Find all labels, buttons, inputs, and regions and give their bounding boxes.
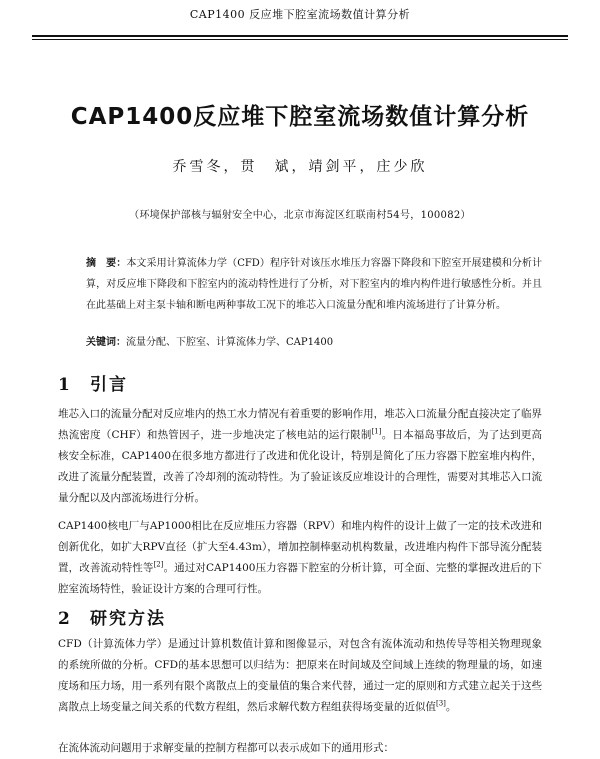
authors: 乔雪冬，贯 斌，靖剑平，庄少欣 bbox=[172, 159, 428, 175]
section-title: 引言 bbox=[90, 375, 128, 395]
citation: [1] bbox=[371, 427, 382, 436]
paragraph: CAP1400核电厂与AP1000相比在反应堆压力容器（RPV）和堆内构件的设计上做了一定的技术改进和创新优化，如扩大RPV直径（扩大至4.43m），增加控制棒驱动机构数量，改进堆内构件下部导流分配装置，改善流动特性等[2]。通过对CAP1400压力容器下腔室的分析计算，可全面、完整的掌握改进后的下腔室流场特性，验证设计方案的合理可行性。 bbox=[58, 520, 543, 595]
citation: [2] bbox=[153, 560, 164, 569]
citation: [3] bbox=[436, 699, 446, 708]
section-title: 研究方法 bbox=[90, 609, 166, 629]
keywords bbox=[86, 336, 542, 350]
abstract bbox=[86, 253, 542, 316]
paragraph: CFD（计算流体力学）是通过计算机数值计算和图像显示，对包含有流体流动和热传导等相关物理现象的系统所做的分析。CFD的基本思想可以归结为：把原来在时间域及空间域上连续的物理量的场，如速度场和压力场，用一系列有限个离散点上的变量值的集合来代替，通过一定的原则和方式建立起关于这些离散点上场变量之间关系的代数方程组，然后求解代数方程组获得场变量的近似值[3]。 bbox=[58, 638, 542, 713]
section-number: 1 bbox=[58, 375, 72, 395]
page-title: CAP1400反应堆下腔室流场数值计算分析 bbox=[70, 104, 530, 130]
section-heading-introduction bbox=[58, 370, 128, 395]
abstract-text: 本文采用计算流体力学（CFD）程序针对该压水堆压力容器下降段和下腔室开展建模和分析计算，对反应堆下降段和下腔室内的流动特性进行了分析，对下腔室内的堆内构件进行敏感性分析。并且在此基础上对主泵卡轴和断电两种事故工况下的堆芯入口流量分配和堆内流场进行了计算分析。 bbox=[86, 258, 543, 311]
header-rule bbox=[32, 35, 568, 37]
running-header: CAP1400 反应堆下腔室流场数值计算分析 bbox=[189, 8, 411, 21]
affiliation: （环境保护部核与辐射安全中心，北京市海淀区红联南村54号，100082） bbox=[129, 210, 471, 221]
keywords-text: 流量分配、下腔室、计算流体力学、CAP1400 bbox=[126, 337, 334, 348]
paragraph: 在流体流动问题用于求解变量的控制方程都可以表示成如下的通用形式： bbox=[58, 742, 394, 754]
keywords-label: 关键词： bbox=[86, 337, 126, 348]
header-rule-thin bbox=[32, 39, 568, 40]
section-number: 2 bbox=[58, 609, 72, 629]
paragraph: 堆芯入口的流量分配对反应堆内的热工水力情况有着重要的影响作用，堆芯入口流量分配直接决定了临界热流密度（CHF）和热管因子，进一步地决定了核电站的运行限制[1]。日本福岛事故后，为了达到更高核安全标准，CAP1400在很多地方都进行了改进和优化设计，特别是简化了压力容器下腔室堆内构件，改进了流量分配装置，改善了冷却剂的流动特性。为了验证该反应堆设计的合理性，需要对其堆芯入口流量分配以及内部流场进行分析。 bbox=[58, 408, 543, 504]
section-heading-methods bbox=[58, 604, 166, 629]
abstract-label: 摘 要： bbox=[86, 258, 127, 269]
